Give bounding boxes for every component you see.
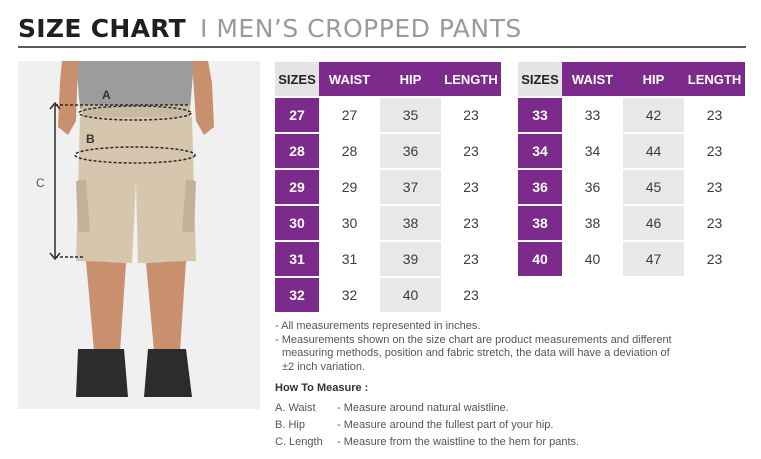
length-cell: 23 xyxy=(684,134,745,170)
waist-cell: 32 xyxy=(319,278,380,314)
table-row xyxy=(518,170,745,206)
hip-cell: 38 xyxy=(380,206,441,242)
size-cell: 32 xyxy=(275,278,319,314)
measure-key: B. Hip xyxy=(275,418,305,431)
page-title: SIZE CHART xyxy=(18,13,187,43)
table-row xyxy=(275,278,501,314)
column-header-waist: WAIST xyxy=(562,62,623,98)
waist-cell: 27 xyxy=(319,98,380,134)
size-table-right xyxy=(518,62,745,278)
table-row xyxy=(275,242,501,278)
column-header-length: LENGTH xyxy=(684,62,745,98)
column-header-length: LENGTH xyxy=(441,62,501,98)
size-cell: 40 xyxy=(518,242,562,278)
note-line: ±2 inch variation. xyxy=(282,360,366,373)
header-divider xyxy=(18,46,746,48)
size-cell: 27 xyxy=(275,98,319,134)
measure-key: A. Waist xyxy=(275,401,316,414)
waist-cell: 33 xyxy=(562,98,623,134)
column-header-sizes: SIZES xyxy=(275,62,319,98)
note-line: measuring methods, position and fabric stretch, the data will have a deviation of xyxy=(282,347,670,360)
size-cell: 34 xyxy=(518,134,562,170)
size-cell: 36 xyxy=(518,170,562,206)
waist-cell: 38 xyxy=(562,206,623,242)
length-cell: 23 xyxy=(441,242,501,278)
size-table-left xyxy=(275,62,501,314)
waist-cell: 29 xyxy=(319,170,380,206)
label-a: A xyxy=(102,88,111,102)
length-cell: 23 xyxy=(441,278,501,314)
list-item xyxy=(275,399,579,416)
hip-cell: 39 xyxy=(380,242,441,278)
table-row xyxy=(275,206,501,242)
hip-cell: 44 xyxy=(623,134,684,170)
size-cell: 30 xyxy=(275,206,319,242)
note-line: - All measurements represented in inches. xyxy=(275,320,481,332)
measurement-diagram-illustration xyxy=(18,61,260,409)
length-cell: 23 xyxy=(441,206,501,242)
length-cell: 23 xyxy=(684,170,745,206)
table-row xyxy=(518,206,745,242)
size-cell: 29 xyxy=(275,170,319,206)
waist-cell: 40 xyxy=(562,242,623,278)
note-line: - Measurements shown on the size chart are product measurements and different xyxy=(275,333,672,346)
table-row xyxy=(275,134,501,170)
measurement-notes xyxy=(275,320,745,374)
hip-cell: 37 xyxy=(380,170,441,206)
measure-description: - Measure around the fullest part of your hip. xyxy=(337,418,554,431)
list-item xyxy=(275,416,579,433)
waist-cell: 31 xyxy=(319,242,380,278)
how-to-measure-title: How To Measure : xyxy=(275,382,369,394)
length-cell: 23 xyxy=(684,242,745,278)
size-cell: 33 xyxy=(518,98,562,134)
column-header-waist: WAIST xyxy=(319,62,380,98)
size-cell: 28 xyxy=(275,134,319,170)
hip-cell: 42 xyxy=(623,98,684,134)
how-to-measure-list xyxy=(275,399,579,450)
hip-cell: 46 xyxy=(623,206,684,242)
length-cell: 23 xyxy=(684,206,745,242)
column-header-hip: HIP xyxy=(623,62,684,98)
column-header-hip: HIP xyxy=(380,62,441,98)
length-cell: 23 xyxy=(441,134,501,170)
table-row xyxy=(518,242,745,278)
waist-cell: 34 xyxy=(562,134,623,170)
length-cell: 23 xyxy=(684,98,745,134)
label-c: C xyxy=(36,176,45,190)
size-cell: 31 xyxy=(275,242,319,278)
length-cell: 23 xyxy=(441,170,501,206)
column-header-sizes: SIZES xyxy=(518,62,562,98)
hip-cell: 36 xyxy=(380,134,441,170)
waist-cell: 36 xyxy=(562,170,623,206)
waist-cell: 30 xyxy=(319,206,380,242)
hip-cell: 35 xyxy=(380,98,441,134)
size-cell: 38 xyxy=(518,206,562,242)
list-item xyxy=(275,433,579,450)
waist-cell: 28 xyxy=(319,134,380,170)
hip-cell: 45 xyxy=(623,170,684,206)
measure-key: C. Length xyxy=(275,435,323,448)
page-header xyxy=(18,10,522,46)
page-subtitle: I MEN’S CROPPED PANTS xyxy=(200,13,522,43)
measure-description: - Measure around natural waistline. xyxy=(337,401,509,414)
measure-description: - Measure from the waistline to the hem for pants. xyxy=(337,435,580,448)
hip-cell: 40 xyxy=(380,278,441,314)
table-row xyxy=(275,98,501,134)
length-cell: 23 xyxy=(441,98,501,134)
model-photo xyxy=(18,61,260,409)
table-row xyxy=(518,98,745,134)
table-row xyxy=(275,170,501,206)
label-b: B xyxy=(86,132,95,146)
hip-cell: 47 xyxy=(623,242,684,278)
table-row xyxy=(518,134,745,170)
